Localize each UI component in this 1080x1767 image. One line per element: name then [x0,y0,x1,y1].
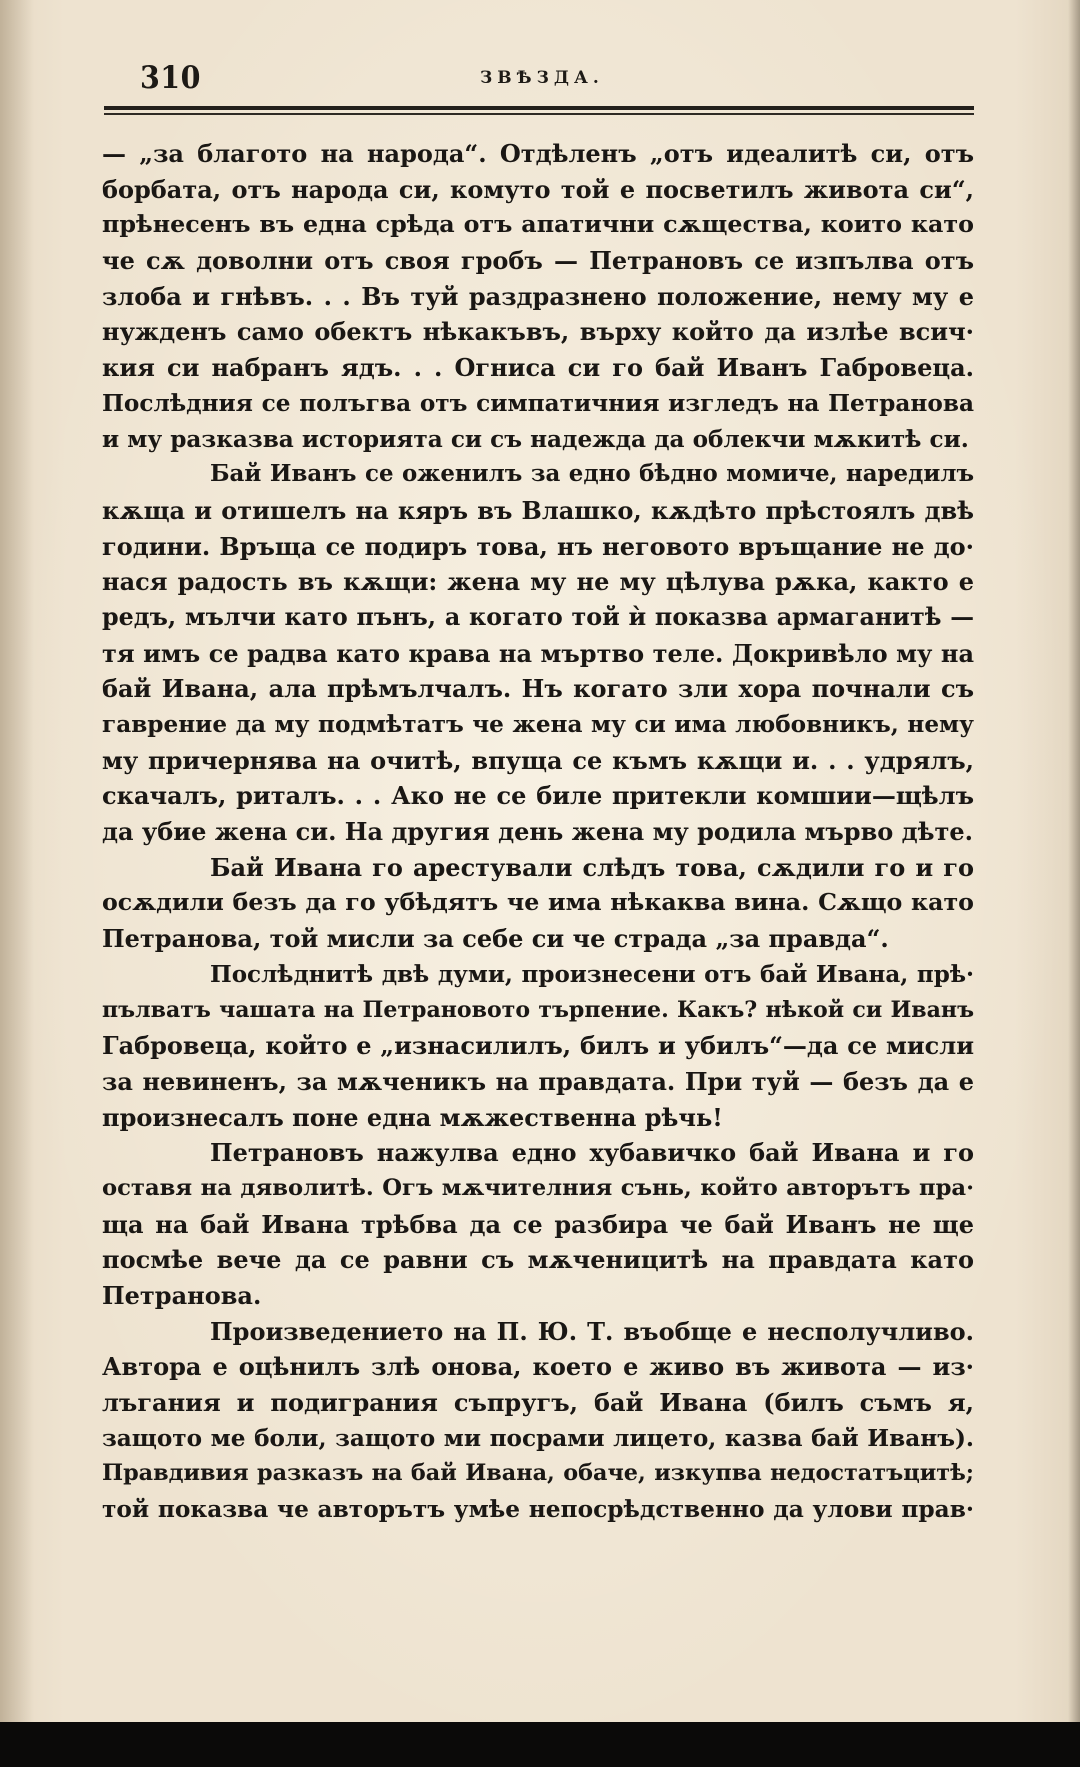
text-line: бай Ивана, ала прѣмълчалъ. Нъ когато зли хора почнали съ [102,674,974,704]
text-line: нася радость въ кѫщи: жена му не му цѣлува рѫка, както е [102,567,974,597]
paragraph-start-line: Произведението на П. Ю. Т. въобще е несполучливо. [210,1316,974,1346]
text-line: Габровеца, който е „изнасилилъ, билъ и убилъ“—да се мисли [102,1031,974,1061]
text-line: произнесалъ поне една мѫжественна рѣчь! [102,1102,723,1132]
text-line: гаврение да му подмѣтатъ че жена му си има любовникъ, нему [102,711,974,738]
header-rule-thick [104,106,974,110]
text-line: прѣнесенъ въ една срѣда отъ апатични сѫщества, които като [102,210,974,239]
text-line: Автора е оцѣнилъ злѣ онова, което е живо въ живота — из· [102,1352,974,1382]
text-line: да убие жена си. На другия день жена му родила мърво дѣте. [102,817,973,847]
paragraph-start-line: Бай Ивана го арестували слѣдъ това, сѫдили го и го [210,852,974,882]
paragraph-start-line: Послѣднитѣ двѣ думи, произнесени отъ бай Ивана, прѣ· [210,960,974,988]
page-edge [1068,0,1080,1722]
text-line: оставя на дяволитѣ. Огъ мѫчителния сънь, който авторътъ пра· [102,1174,974,1201]
paragraph-start-line: Петрановъ нажулва едно хубавичко бай Ивана и го [210,1138,974,1168]
text-line: той показва че авторътъ умѣе непосрѣдственно да улови прав· [102,1496,974,1524]
text-line: му причернява на очитѣ, впуща се къмъ кѫщи и. . . удрялъ, [102,745,974,775]
body-text [102,136,974,1528]
text-line: тя имъ се радва като крава на мъртво теле. Докривѣло му на [102,638,974,668]
text-line: Правдивия разказъ на бай Ивана, обаче, изкупва недостатъцитѣ; [102,1460,974,1487]
header-rule-thin [104,113,974,115]
text-line: пълватъ чашата на Петрановото търпение. Какъ? нѣкой си Иванъ [102,996,974,1023]
text-line: Петранова. [102,1281,262,1310]
text-line: години. Връща се подиръ това, нъ неговото връщание не до· [102,531,974,561]
paragraph-start-line: Бай Иванъ се оженилъ за едно бѣдно момиче, наредилъ [210,461,974,488]
text-line: ща на бай Ивана трѣбва да се разбира че бай Иванъ не ще [102,1209,974,1239]
page-number: 310 [140,60,201,96]
text-line: злоба и гнѣвъ. . . Въ туй раздразнено положение, нему му е [102,281,974,311]
running-title: ЗВѢЗДА. [480,68,604,88]
gutter-shadow [0,0,34,1767]
text-line: че сѫ доволни отъ своя гробъ — Петрановъ се изпълва отъ [102,246,974,276]
scan-bottom-border [0,1722,1080,1767]
text-line: лъгания и подиграния съпругъ, бай Ивана (билъ съмъ я, [102,1388,974,1418]
text-line: кия си набранъ ядъ. . . Огниса си го бай Иванъ Габровеца. [102,353,974,383]
text-line: — „за благото на народа“. Отдѣленъ „отъ идеалитѣ си, отъ [102,139,974,168]
text-line: защото ме боли, защото ми посрами лицето, казва бай Иванъ). [102,1424,974,1452]
text-line: посмѣе вече да се равни съ мѫченицитѣ на правдата като [102,1245,974,1275]
text-line: за невиненъ, за мѫченикъ на правдата. При туй — безъ да е [102,1066,974,1096]
text-line: редъ, мълчи като пънъ, а когато той ѝ показва армаганитѣ — [102,602,974,631]
page-header [140,60,974,104]
text-line: скачалъ, риталъ. . . Ако не се биле притекли комшии—щѣлъ [102,781,974,811]
text-line: Петранова, той мисли за себе си че страда „за правда“. [102,924,889,954]
text-line: нужденъ само обектъ нѣкакъвъ, върху който да излѣе всич· [102,317,974,347]
text-line: осѫдили безъ да го убѣдятъ че има нѣкаква вина. Сѫщо като [102,888,974,917]
text-line: кѫща и отишелъ на кяръ въ Влашко, кѫдѣто прѣстоялъ двѣ [102,495,974,525]
text-line: Послѣдния се полъгва отъ симпатичния изгледъ на Петранова [102,389,974,417]
text-line: борбата, отъ народа си, комуто той е посветилъ живота си“, [102,174,974,204]
text-line: и му разказва историята си съ надежда да облекчи мѫкитѣ си. [102,425,969,453]
